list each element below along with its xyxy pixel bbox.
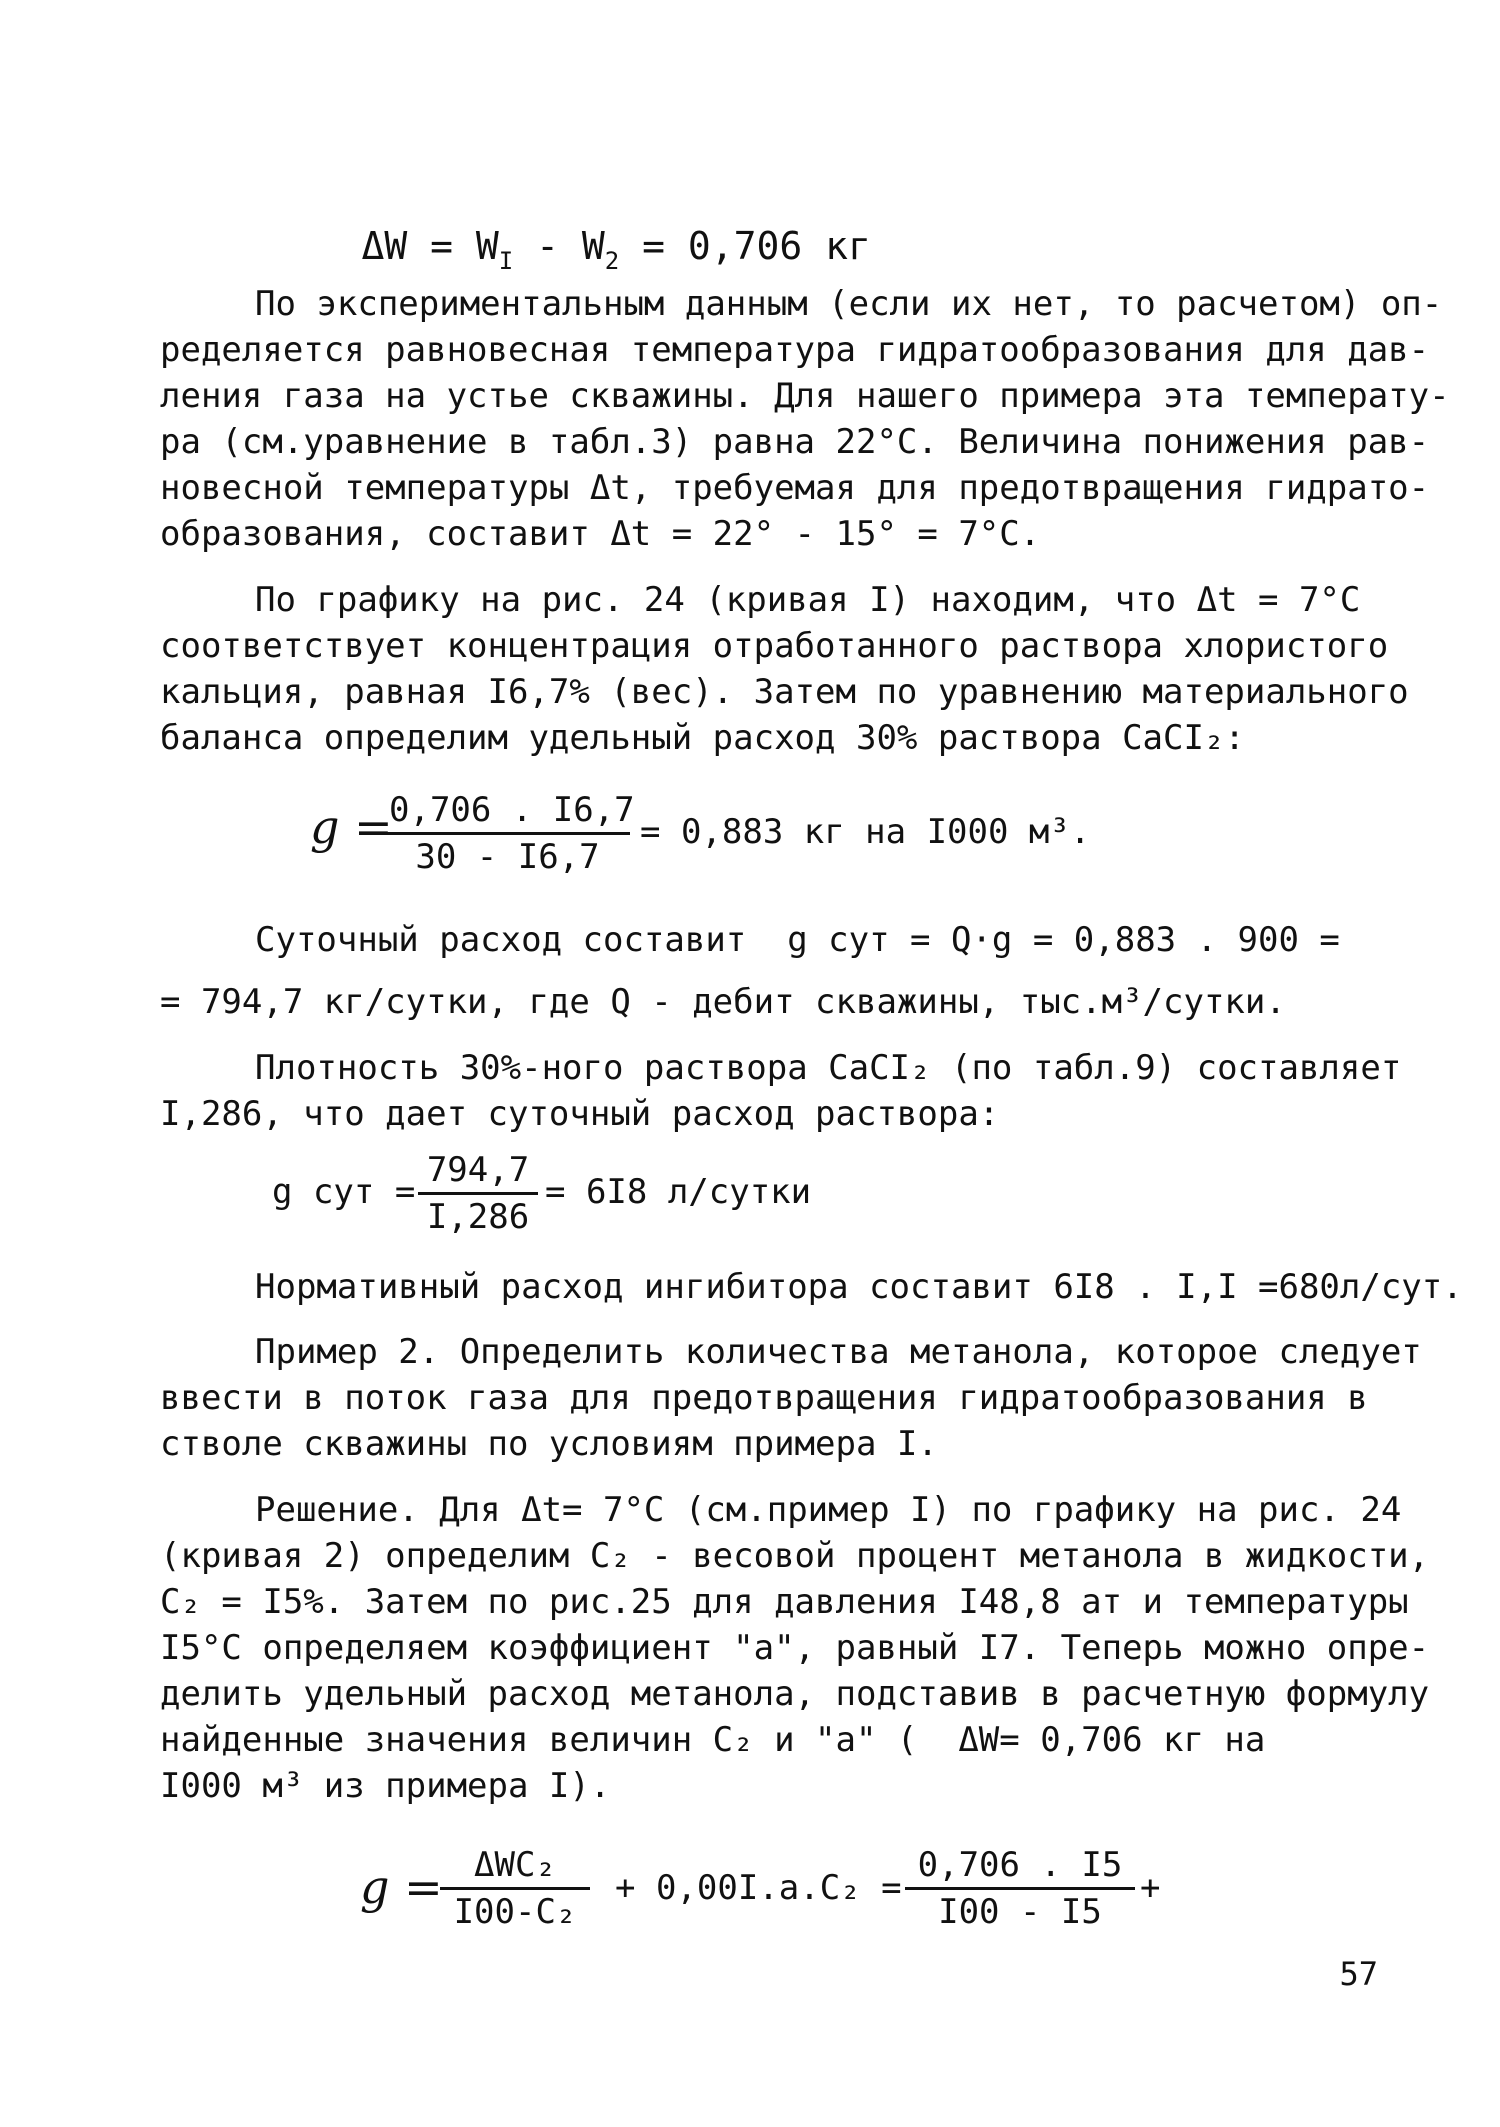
paragraph-line: баланса определим удельный расход 30% раствора CaCI₂:: [160, 718, 1245, 758]
paragraph-line: делить удельный расход метанола, подставив в расчетную формулу: [160, 1674, 1430, 1714]
paragraph-line: найденные значения величин C₂ и "а" ( ΔW= 0,706 кг на: [160, 1720, 1266, 1760]
eq-final-fraction-2: [905, 1845, 1135, 1932]
paragraph-line: I5°С определяем коэффициент "а", равный I7. Теперь можно опре-: [160, 1628, 1430, 1668]
paragraph-line: стволе скважины по условиям примера I.: [160, 1424, 938, 1464]
eq-text: ΔW = W: [361, 224, 499, 268]
paragraph-line: I000 м³ из примера I).: [160, 1766, 611, 1806]
eq-g-rhs: = 0,883 кг на I000 м³.: [640, 812, 1091, 852]
eq-subscript: I: [498, 247, 514, 275]
eq-denominator: I00-C₂: [453, 1892, 577, 1932]
paragraph-line: Пример 2. Определить количества метанола, которое следует: [255, 1332, 1422, 1372]
paragraph-line: (кривая 2) определим C₂ - весовой процент метанола в жидкости,: [160, 1536, 1430, 1576]
eq-gsut-lhs: g сут =: [272, 1172, 416, 1212]
paragraph-line: ления газа на устье скважины. Для нашего примера эта температу-: [160, 376, 1450, 416]
paragraph-line: новесной температуры Δt, требуемая для предотвращения гидрато-: [160, 468, 1430, 508]
paragraph-line: = 794,7 кг/сутки, где Q - дебит скважины, тыс.м³/сутки.: [160, 982, 1286, 1022]
paragraph-line: I,286, что дает суточный расход раствора:: [160, 1094, 1000, 1134]
paragraph-line: По графику на рис. 24 (кривая I) находим, что Δt = 7°С: [255, 580, 1361, 620]
eq-final-middle: + 0,00I.a.C₂ =: [615, 1868, 902, 1908]
paragraph-line: ра (см.уравнение в табл.3) равна 22°С. Величина понижения рав-: [160, 422, 1430, 462]
paragraph-line: Нормативный расход ингибитора составит 6I8 . I,I =680л/сут.: [255, 1267, 1463, 1307]
eq-final-fraction-1: [440, 1845, 590, 1932]
paragraph-line: кальция, равная I6,7% (вес). Затем по уравнению материального: [160, 672, 1409, 712]
paragraph-line: Решение. Для Δt= 7°С (см.пример I) по графику на рис. 24: [255, 1490, 1402, 1530]
eq-gsut-fraction: [418, 1150, 538, 1237]
eq-numerator: 0,706 . I6,7: [385, 790, 630, 835]
paragraph-line: C₂ = I5%. Затем по рис.25 для давления I48,8 ат и температуры: [160, 1582, 1409, 1622]
paragraph-line: По экспериментальным данным (если их нет, то расчетом) оп-: [255, 284, 1443, 324]
eq-denominator: I,286: [426, 1197, 530, 1237]
eq-numerator: 794,7: [418, 1150, 538, 1195]
eq-gsut-rhs: = 6I8 л/сутки: [545, 1172, 812, 1212]
paragraph-line: соответствует концентрация отработанного раствора хлористого: [160, 626, 1389, 666]
eq-numerator: ΔWC₂: [440, 1845, 590, 1890]
paragraph-line: образования, составит Δt = 22° - 15° = 7°С.: [160, 514, 1041, 554]
page-number: 57: [1339, 1955, 1378, 1993]
eq-g-fraction: [385, 790, 635, 877]
paragraph-line: Плотность 30%-ного раствора CaCI₂ (по табл.9) составляет: [255, 1048, 1402, 1088]
eq-text: = 0,706 кг: [619, 224, 871, 268]
eq-subscript: 2: [604, 247, 620, 275]
eq-final-tail: +: [1140, 1868, 1161, 1908]
paragraph-line: ввести в поток газа для предотвращения гидратообразования в: [160, 1378, 1368, 1418]
eq-denominator: I00 - I5: [938, 1892, 1102, 1932]
paragraph-line: Суточный расход составит g сут = Q·g = 0,883 . 900 =: [255, 920, 1340, 960]
eq-numerator: 0,706 . I5: [905, 1845, 1135, 1890]
paragraph-line: ределяется равновесная температура гидратообразования для дав-: [160, 330, 1430, 370]
eq-text: - W: [513, 224, 605, 268]
eq-final-lhs: g =: [360, 1860, 443, 1914]
eq-denominator: 30 - I6,7: [415, 837, 600, 877]
eq-g-lhs: g =: [310, 800, 393, 854]
